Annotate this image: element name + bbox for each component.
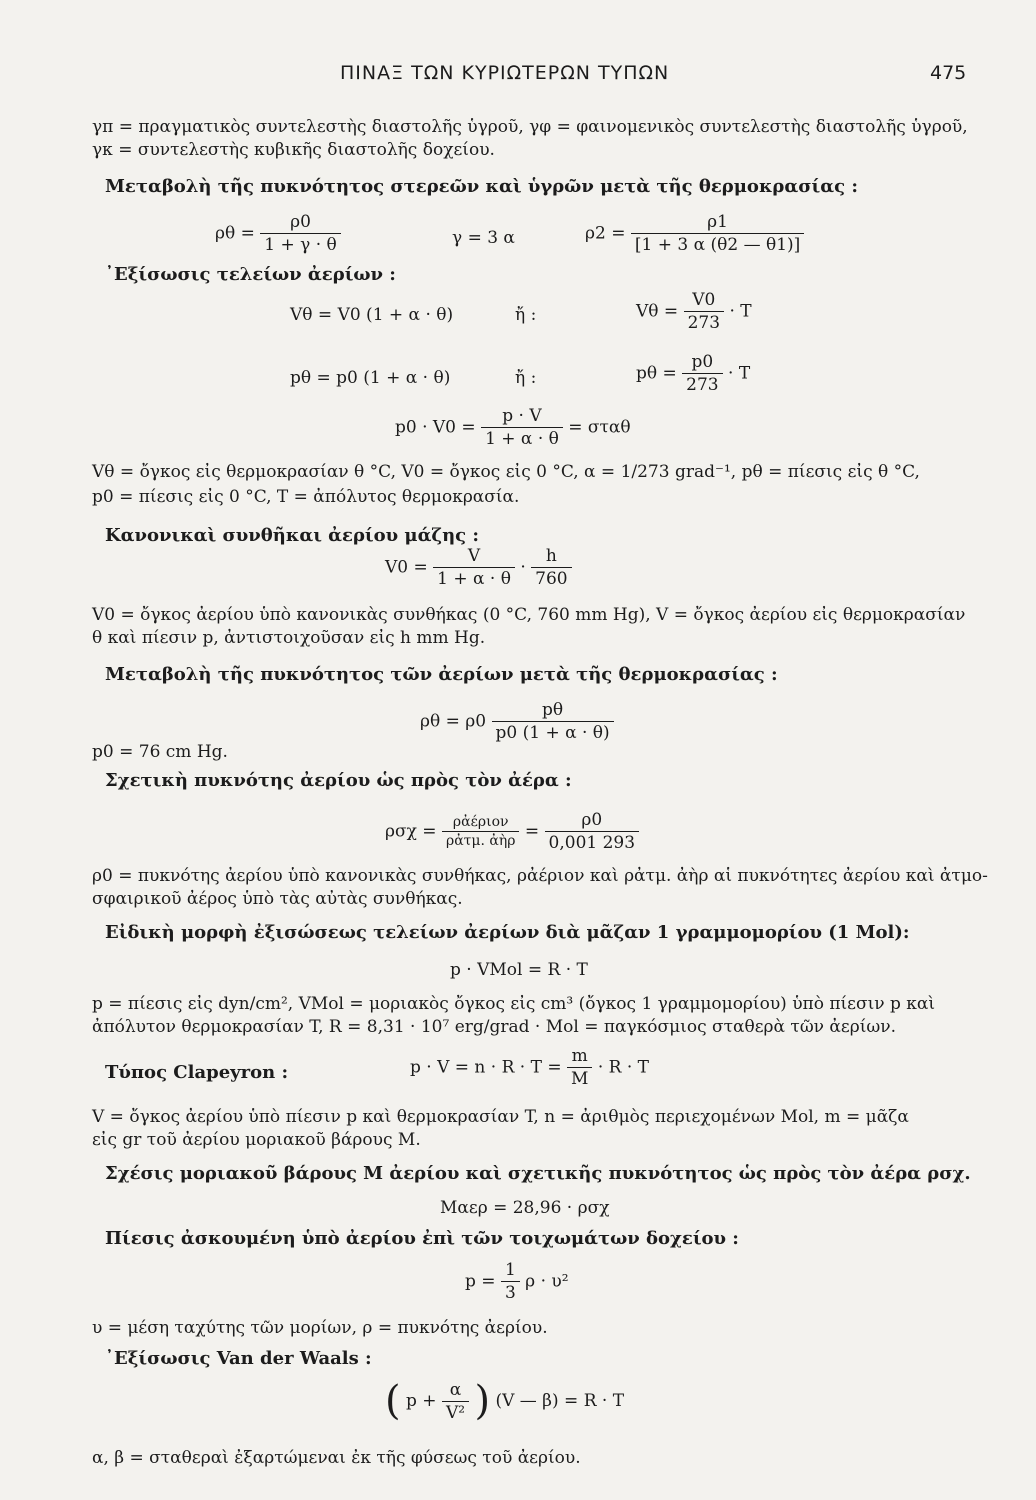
formula-clapeyron: [410, 1046, 649, 1089]
s9-fraction: [501, 1260, 520, 1303]
section6-heading: Εἰδικὴ μορφὴ ἐξισώσεως τελείων ἀερίων διὰ μᾶζαν 1 γραμμομορίου (1 Mol):: [105, 922, 910, 943]
f3-fraction: [631, 212, 804, 255]
section3-definition-line2: θ καὶ πίεσιν p, ἀντιστοιχοῦσαν εἰς h mm Hg.: [92, 628, 486, 648]
section5-definition-line2: σφαιρικοῦ ἀέρος ὑπὸ τὰς αὐτὰς συνθήκας.: [92, 889, 463, 909]
r1-right-den: 273: [687, 313, 721, 333]
s5-fraction1: [442, 814, 520, 849]
r1-right-fraction: [684, 290, 724, 333]
formula-or-2: ἤ :: [515, 368, 537, 388]
page-header-title: ΠΙΝΑΞ ΤΩΝ ΚΥΡΙΩΤΕΡΩΝ ΤΥΠΩΝ: [340, 62, 670, 84]
formula-volume-left: Vθ = V0 (1 + α · θ): [290, 305, 454, 325]
formula-volume-right: [636, 290, 752, 333]
section10-definition: α, β = σταθεραὶ ἐξαρτώμεναι ἐκ τῆς φύσεως τοῦ ἀερίου.: [92, 1448, 581, 1468]
f3-num: ρ1: [631, 212, 804, 234]
s3-den1: 1 + α · θ: [437, 569, 511, 589]
formula-or-1: ἤ :: [515, 305, 537, 325]
vdw-fraction: [442, 1380, 469, 1423]
s3-num2: h: [531, 546, 571, 568]
s3-fraction2: [531, 546, 571, 589]
formula-normal-conditions: [385, 546, 572, 589]
s3-den2: 760: [535, 569, 568, 589]
s3-lhs: V0 =: [385, 557, 428, 578]
f1-den: 1 + γ · θ: [264, 235, 337, 255]
formula-pv-constant: [395, 406, 631, 449]
s5-fraction2: [545, 810, 640, 853]
formula-pressure-right: [636, 352, 750, 395]
formula-density-rho2: [585, 212, 804, 255]
s3-num1: V: [433, 546, 515, 568]
s3-dot: ·: [520, 557, 526, 578]
s5-eq: =: [524, 821, 540, 842]
r1-right-num: V0: [684, 290, 724, 312]
r3-lhs: p0 · V0 =: [395, 417, 476, 438]
section1-heading: Μεταβολὴ τῆς πυκνότητος στερεῶν καὶ ὑγρῶν μετὰ τῆς θερμοκρασίας :: [105, 176, 858, 197]
s9-rhs: ρ · υ²: [525, 1271, 569, 1292]
f1-lhs: ρθ =: [215, 223, 255, 244]
section2-definition-line2: p0 = πίεσις εἰς 0 °C, T = ἀπόλυτος θερμοκρασία.: [92, 487, 520, 507]
s5-den2: 0,001 293: [548, 833, 636, 853]
formula-pressure-left: pθ = p0 (1 + α · θ): [290, 368, 451, 388]
formula-gamma: γ = 3 α: [452, 228, 515, 248]
r2-right-rhs: · T: [728, 363, 751, 384]
section3-heading: Κανονικαὶ συνθῆκαι ἀερίου μάζης :: [105, 525, 480, 546]
section2-heading: ᾿Εξίσωσις τελείων ἀερίων :: [105, 264, 396, 285]
vdw-den: V²: [445, 1402, 466, 1423]
vdw-close-paren: ): [474, 1378, 491, 1424]
section5-definition-line1: ρ0 = πυκνότης ἀερίου ὑπὸ κανονικὰς συνθήκας, ρἀέριον καὶ ρἀτμ. ἀὴρ αἱ πυκνότητες ἀερίου καὶ ἀτμο-: [92, 866, 988, 886]
section4-note: p0 = 76 cm Hg.: [92, 742, 228, 762]
vdw-open-paren: (: [385, 1378, 401, 1424]
s5-den1: ρἀτμ. ἀὴρ: [445, 833, 516, 849]
s4-den: p0 (1 + α · θ): [495, 723, 610, 743]
vdw-p: p +: [406, 1391, 437, 1411]
s4-num: pθ: [492, 700, 614, 722]
gamma-definition-line2: γκ = συντελεστὴς κυβικῆς διαστολῆς δοχείου.: [92, 140, 495, 160]
formula-density-solid: [215, 212, 341, 255]
s4-lhs: ρθ = ρ0: [420, 711, 487, 732]
formula-molar-mass: Mαερ = 28,96 · ρσχ: [440, 1198, 610, 1218]
r3-rhs: = σταθ: [568, 417, 631, 438]
s9-lhs: p =: [465, 1271, 496, 1292]
section4-heading: Μεταβολὴ τῆς πυκνότητος τῶν ἀερίων μετὰ τῆς θερμοκρασίας :: [105, 664, 778, 685]
s5-num1: ρἀέριον: [442, 814, 520, 832]
section2-definition-line1: Vθ = ὄγκος εἰς θερμοκρασίαν θ °C, V0 = ὄγκος εἰς 0 °C, α = 1/273 grad⁻¹, pθ = πίεσις εἰς θ °C,: [92, 462, 920, 482]
f3-den: [1 + 3 α (θ2 — θ1)]: [634, 235, 801, 255]
s4-fraction: [492, 700, 614, 743]
s7-den: M: [571, 1069, 589, 1089]
r3-den: 1 + α · θ: [485, 429, 559, 449]
formula-wall-pressure: [465, 1260, 569, 1303]
formula-van-der-waals: [385, 1378, 624, 1424]
s9-num: 1: [501, 1260, 520, 1282]
section8-heading: Σχέσις μοριακοῦ βάρους M ἀερίου καὶ σχετικῆς πυκνότητος ὡς πρὸς τὸν ἀέρα ρσχ.: [105, 1163, 971, 1184]
r3-num: p · V: [481, 406, 563, 428]
section7-definition-line1: V = ὄγκος ἀερίου ὑπὸ πίεσιν p καὶ θερμοκρασίαν T, n = ἀριθμὸς περιεχομένων Mol, m = μᾶζα: [92, 1107, 909, 1127]
r3-fraction: [481, 406, 563, 449]
s9-den: 3: [504, 1283, 516, 1303]
vdw-rest: (V — β) = R · T: [495, 1391, 625, 1411]
s7-rhs: · R · T: [597, 1057, 649, 1078]
formula-molar-gas: p · VMol = R · T: [450, 960, 588, 980]
r1-right-lhs: Vθ =: [636, 301, 679, 322]
r2-right-lhs: pθ =: [636, 363, 677, 384]
section7-definition-line2: εἰς gr τοῦ ἀερίου μοριακοῦ βάρους M.: [92, 1130, 421, 1150]
section6-definition-line2: ἀπόλυτον θερμοκρασίαν T, R = 8,31 · 10⁷ erg/grad · Mol = παγκόσμιος σταθερὰ τῶν ἀερίων.: [92, 1017, 896, 1037]
formula-gas-density: [420, 700, 614, 743]
formula-relative-density: [385, 810, 639, 853]
r2-right-den: 273: [686, 375, 719, 395]
section5-heading: Σχετικὴ πυκνότης ἀερίου ὡς πρὸς τὸν ἀέρα :: [105, 770, 572, 791]
s7-fraction: [567, 1046, 592, 1089]
s5-num2: ρ0: [545, 810, 640, 832]
section9-definition: υ = μέση ταχύτης τῶν μορίων, ρ = πυκνότης ἀερίου.: [92, 1318, 548, 1338]
s7-lhs: p · V = n · R · T =: [410, 1057, 562, 1078]
f3-lhs: ρ2 =: [585, 223, 626, 244]
f1-fraction: [260, 212, 340, 255]
gamma-definition-line1: γπ = πραγματικὸς συντελεστὴς διαστολῆς ὑγροῦ, γφ = φαινομενικὸς συντελεστὴς διαστολῆς ὑγροῦ,: [92, 117, 968, 137]
r2-right-fraction: [682, 352, 722, 395]
r2-right-num: p0: [682, 352, 722, 374]
s7-num: m: [567, 1046, 592, 1068]
r1-right-rhs: · T: [729, 301, 752, 322]
vdw-num: α: [442, 1380, 469, 1402]
section7-heading: Τύπος Clapeyron :: [105, 1062, 289, 1083]
section3-definition-line1: V0 = ὄγκος ἀερίου ὑπὸ κανονικὰς συνθήκας (0 °C, 760 mm Hg), V = ὄγκος ἀερίου εἰς θερμοκρασίαν: [92, 605, 966, 625]
section10-heading: ᾿Εξίσωσις Van der Waals :: [105, 1348, 372, 1369]
s3-fraction1: [433, 546, 515, 589]
section6-definition-line1: p = πίεσις εἰς dyn/cm², VMol = μοριακὸς ὄγκος εἰς cm³ (ὄγκος 1 γραμμομορίου) ὑπὸ πίεσιν p καὶ: [92, 994, 936, 1014]
section9-heading: Πίεσις ἀσκουμένη ὑπὸ ἀερίου ἐπὶ τῶν τοιχωμάτων δοχείου :: [105, 1228, 739, 1249]
page-number: 475: [930, 62, 967, 84]
f1-num: ρ0: [260, 212, 340, 234]
s5-lhs: ρσχ =: [385, 821, 437, 842]
